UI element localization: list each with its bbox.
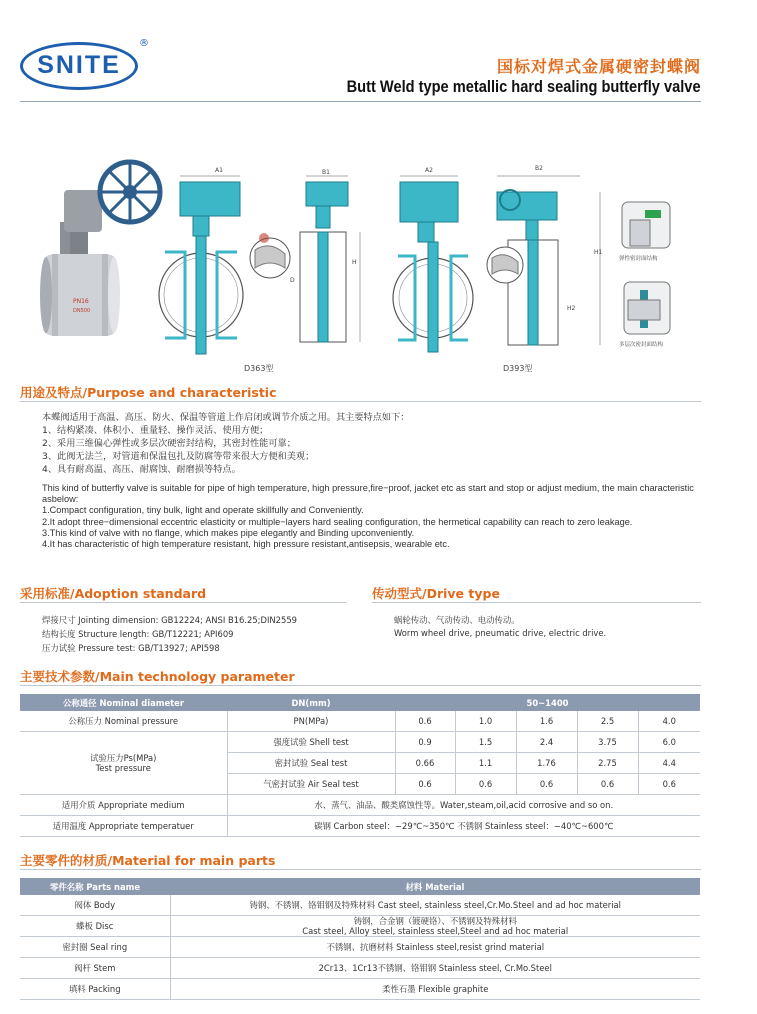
section-title-params: 主要技术参数/Main technology parameter: [20, 669, 295, 684]
caption-d393: D393型: [503, 364, 533, 373]
test-name: 气密封试验 Air Seal test: [227, 774, 395, 795]
param-value: 0.6: [455, 774, 516, 795]
section-title-adoption: 采用标准/Adoption standard: [20, 586, 207, 601]
purpose-en-item-0: 1.Compact configuration, tiny bulk, light and operate skillfully and Conveniently.: [42, 505, 364, 516]
brand-logo: [20, 42, 144, 92]
param-value: 1.76: [516, 753, 577, 774]
dim-h: H: [352, 259, 357, 266]
section-rule-purpose: [20, 401, 701, 402]
section-rule-adoption: [20, 602, 346, 603]
param-value: 0.66: [395, 753, 455, 774]
param-value: 0.9: [395, 732, 455, 753]
params-row-temperature: [20, 816, 700, 837]
photo-marking-pn: PN16: [73, 298, 89, 305]
param-value: 0.6: [395, 711, 455, 732]
purpose-cn-line-3: 3、此阀无法兰，对管道和保温包扎及防腐等带来很大方便和美观；: [42, 451, 315, 462]
materials-row: [20, 916, 700, 937]
dim-h2: H2: [567, 305, 576, 312]
dim-d: D: [290, 277, 295, 284]
test-name: 强度试验 Shell test: [227, 732, 395, 753]
materials-table: [20, 878, 700, 1000]
param-value: 2.4: [516, 732, 577, 753]
param-value: 3.75: [577, 732, 638, 753]
registered-mark: ®: [139, 38, 149, 49]
part-name: 填料 Packing: [20, 979, 170, 1000]
purpose-en-item-2: 3.This kind of valve with no flange, which makes pipe elegantly and Binding upconveniently.: [42, 527, 415, 538]
adoption-line-1: 结构长度 Structure length: GB/T12221; API609: [42, 629, 234, 639]
caption-d363: D363型: [244, 364, 274, 373]
medium-label: 适用介质 Appropriate medium: [20, 795, 227, 816]
params-row-medium: [20, 795, 700, 816]
header-divider: [20, 101, 701, 102]
part-name: 密封圈 Seal ring: [20, 937, 170, 958]
part-material: 铸钢、不锈钢、铬钼钢及特殊材料 Cast steel, stainless steel,Cr.Mo.Steel and ad hoc material: [170, 895, 700, 916]
purpose-en-item-3: 4.It has characteristic of high temperature resistant, high pressure resistant,antisepsis, wearable etc.: [42, 539, 450, 550]
materials-row: [20, 937, 700, 958]
drive-line-cn: 蜗轮传动、气动传动、电动传动。: [394, 615, 520, 625]
param-value: 1.1: [455, 753, 516, 774]
part-material: 柔性石墨 Flexible graphite: [170, 979, 700, 1000]
purpose-en-intro: This kind of butterfly valve is suitable for pipe of high temperature, high pressure,fire−proof, jacket etc as start and stop or adjust medium, the main characteristic asbelow:: [42, 483, 694, 505]
purpose-en-block: [20, 483, 710, 550]
product-drawings: [0, 150, 757, 375]
section-title-materials: 主要零件的材质/Material for main parts: [20, 853, 276, 868]
param-value: 0.6: [395, 774, 455, 795]
param-value: 4.4: [638, 753, 700, 774]
d363-front-view: [159, 167, 243, 354]
params-header-nominal: 公称通径 Nominal diameter: [20, 694, 227, 711]
dim-a1: A1: [215, 167, 223, 174]
param-value: 6.0: [638, 732, 700, 753]
seal-detail-d363: [250, 233, 290, 278]
adoption-line-2: 压力试验 Pressure test: GB/T13927; API598: [42, 643, 220, 653]
params-header-dn: DN(mm): [227, 694, 395, 711]
seal-detail-d393: [487, 247, 523, 283]
param-value: 1.5: [455, 732, 516, 753]
purpose-cn-line-1: 1、结构紧凑、体积小、重量轻、操作灵活、使用方便；: [42, 425, 269, 436]
section-title-purpose: 用途及特点/Purpose and characteristic: [20, 385, 277, 400]
dim-a2: A2: [425, 167, 433, 174]
d363-side-view: [290, 169, 360, 342]
dim-h1: H1: [594, 249, 603, 256]
photo-marking-dn: DN500: [73, 308, 91, 314]
temperature-label: 适用温度 Appropriate temperatuer: [20, 816, 227, 837]
part-name: 阀体 Body: [20, 895, 170, 916]
temperature-value: 碳钢 Carbon steel：−29℃~350℃ 不锈钢 Stainless steel：−40℃~600℃: [227, 816, 700, 837]
materials-row: [20, 958, 700, 979]
param-value: 2.75: [577, 753, 638, 774]
params-row-shell-test: [20, 732, 700, 753]
section-title-drive: 传动型式/Drive type: [372, 586, 500, 601]
materials-row: [20, 895, 700, 916]
part-material-line-1: 铸钢，合金钢（镀硬铬）、不锈钢及特殊材料: [353, 916, 517, 926]
part-material: 2Cr13、1Cr13不锈钢、铬钼钢 Stainless steel, Cr.Mo.Steel: [170, 958, 700, 979]
multilayer-seal-detail: [619, 282, 670, 348]
dim-b2: B2: [535, 165, 543, 172]
param-value: 0.6: [577, 774, 638, 795]
materials-row: [20, 979, 700, 1000]
test-name: 密封试验 Seal test: [227, 753, 395, 774]
logo-text: SNITE: [37, 51, 121, 79]
test-pressure-label-en: Test pressure: [95, 763, 151, 773]
materials-header-row: [20, 878, 700, 895]
param-value: 1.0: [455, 711, 516, 732]
param-value: 1.6: [516, 711, 577, 732]
purpose-en-item-1: 2.It adopt three−dimensional eccentric elasticity or multiple−layers hard sealing configuration, the hermetical capability can reach to zero leakage.: [42, 516, 633, 527]
part-name: 阀杆 Stem: [20, 958, 170, 979]
param-value: 2.5: [577, 711, 638, 732]
d393-front-view: [393, 167, 473, 352]
param-value: 4.0: [638, 711, 700, 732]
medium-value: 水、蒸气、油品、酸类腐蚀性等。Water,steam,oil,acid corrosive and so on.: [227, 795, 700, 816]
materials-header-material: 材料 Material: [170, 878, 700, 895]
param-value: 0.6: [638, 774, 700, 795]
params-header-range: 50~1400: [395, 694, 700, 711]
page-title-cn: 国标对焊式金属硬密封蝶阀: [496, 57, 701, 76]
dim-b1: B1: [322, 169, 330, 176]
purpose-cn-line-4: 4、具有耐高温、高压、耐腐蚀、耐磨损等特点。: [42, 464, 241, 475]
detail-label-multilayer: 多层次密封面结构: [619, 342, 664, 348]
page-title-en: Butt Weld type metallic hard sealing butterfly valve: [347, 77, 701, 96]
test-pressure-label: [20, 732, 227, 795]
purpose-cn-line-0: 本蝶阀适用于高温、高压、防火、保温等管道上作启闭或调节介质之用。其主要特点如下：: [42, 412, 410, 423]
drive-line-en: Worm wheel drive, pneumatic drive, electric drive.: [394, 628, 607, 638]
detail-label-elastic: 弹性密封面结构: [619, 256, 658, 262]
valve-photo: [40, 162, 160, 336]
section-rule-materials: [20, 869, 701, 870]
purpose-cn-line-2: 2、采用三维偏心弹性或多层次硬密封结构，其密封性能可靠；: [42, 438, 296, 449]
params-row-pn: [20, 711, 700, 732]
part-material: 不锈钢、抗磨材料 Stainless steel,resist grind material: [170, 937, 700, 958]
test-pressure-label-cn: 试验压力Ps(MPa): [90, 753, 157, 763]
adoption-line-0: 焊接尺寸 Jointing dimension: GB12224; ANSI B16.25;DIN2559: [42, 615, 297, 625]
param-value: 0.6: [516, 774, 577, 795]
elastic-seal-detail: [619, 202, 670, 262]
section-rule-params: [20, 685, 701, 686]
section-rule-drive: [372, 602, 701, 603]
params-table: [20, 694, 700, 837]
part-material-line-2: Cast steel, Alloy steel, stainless steel,Steel and ad hoc material: [302, 926, 569, 936]
part-name: 蝶板 Disc: [20, 916, 170, 937]
params-header-row: [20, 694, 700, 711]
param-unit: PN(MPa): [227, 711, 395, 732]
materials-header-part: 零件名称 Parts name: [20, 878, 170, 895]
part-material: [170, 916, 700, 937]
param-label: 公称压力 Nominal pressure: [20, 711, 227, 732]
